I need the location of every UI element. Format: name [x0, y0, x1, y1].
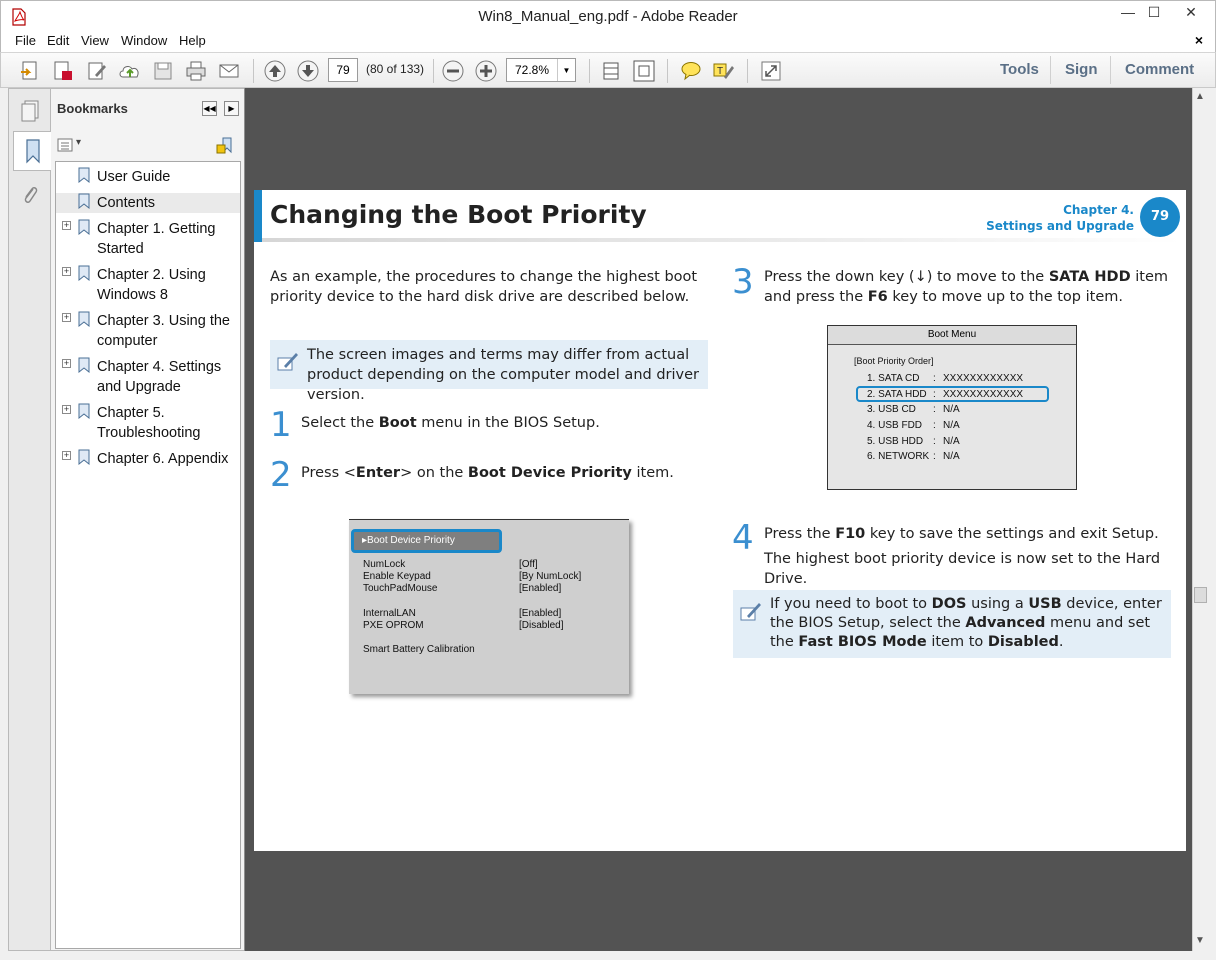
page-number-badge: 79: [1140, 197, 1180, 237]
boot-order-value: N/A: [943, 436, 960, 447]
options-icon[interactable]: [57, 137, 75, 157]
options-arrow[interactable]: ▾: [76, 137, 82, 148]
bios-row-name: InternalLAN: [363, 608, 416, 619]
note-box: [733, 590, 1171, 658]
close-button[interactable]: ✕: [1167, 1, 1215, 25]
title-bar: [0, 0, 1216, 31]
toolbar-separator: [747, 59, 748, 83]
step-4-result: The highest boot priority device is now set to the Hard Drive.: [764, 551, 1161, 587]
boot-order-value: N/A: [943, 451, 960, 462]
bookmark-label: Chapter 2. Using Windows 8: [97, 267, 206, 303]
page-title: Changing the Boot Priority: [270, 200, 647, 229]
expand-icon[interactable]: +: [63, 404, 70, 414]
title-accent-bar: [254, 190, 262, 242]
bios-row-value: [Disabled]: [519, 620, 564, 631]
bookmark-item[interactable]: [56, 167, 240, 187]
bios-highlight-label: ▸Boot Device Priority: [362, 535, 455, 546]
note-pen-icon: [739, 600, 763, 622]
page-down-icon[interactable]: [295, 58, 321, 84]
pdf-page: [254, 190, 1186, 851]
step-number: 3: [732, 262, 754, 302]
export-pdf-icon[interactable]: [50, 58, 76, 84]
menu-edit[interactable]: Edit: [47, 33, 70, 48]
boot-order-sep: :: [933, 420, 936, 431]
bios-menu-title: Boot Menu: [828, 326, 1076, 345]
bios-row-value: [Enabled]: [519, 608, 562, 619]
boot-order-value: XXXXXXXXXXXX: [943, 373, 1024, 384]
step-4-text: Press the F10 key to save the settings and exit Setup.: [764, 526, 1159, 542]
fullscreen-icon[interactable]: [758, 58, 784, 84]
bookmark-icon: [78, 167, 90, 183]
note-box: [270, 340, 708, 403]
create-pdf-icon[interactable]: [17, 58, 43, 84]
bookmark-panel-icon[interactable]: [13, 131, 51, 171]
expand-icon[interactable]: +: [63, 220, 70, 230]
note-pen-icon: [276, 350, 300, 372]
save-icon[interactable]: [150, 58, 176, 84]
chapter-name: Settings and Upgrade: [986, 219, 1134, 233]
sign-pane-button[interactable]: Sign: [1065, 61, 1098, 78]
boot-order-name: 4. USB FDD: [867, 420, 923, 431]
highlight-icon[interactable]: [711, 58, 737, 84]
upload-icon[interactable]: [117, 58, 143, 84]
intro-text: As an example, the procedures to change the highest boot priority device to the hard disk drive are described below.: [270, 269, 698, 305]
boot-order-name: 6. NETWORK: [867, 451, 930, 462]
bookmark-icon: [78, 449, 90, 465]
print-icon[interactable]: [183, 58, 209, 84]
navigation-pane: [8, 88, 51, 951]
boot-order-value: XXXXXXXXXXXX: [943, 389, 1024, 400]
bookmark-label: User Guide: [97, 169, 171, 185]
step-number: 2: [270, 455, 292, 495]
boot-order-name: 1. SATA CD: [867, 373, 920, 384]
bookmarks-panel: [51, 88, 244, 951]
boot-order-sep: :: [933, 436, 936, 447]
bios-row-name: PXE OPROM: [363, 620, 424, 631]
boot-order-value: N/A: [943, 420, 960, 431]
bios-row-name: NumLock: [363, 559, 406, 570]
boot-order-sep: :: [933, 389, 936, 400]
bookmark-item[interactable]: [56, 265, 240, 305]
bookmark-icon: [78, 357, 90, 373]
bios-row-name: Enable Keypad: [363, 571, 431, 582]
menu-window[interactable]: Window: [121, 33, 168, 48]
bookmark-item[interactable]: [56, 403, 240, 443]
edit-icon[interactable]: [84, 58, 110, 84]
menu-help[interactable]: Help: [179, 33, 206, 48]
bios-row-value: [Enabled]: [519, 583, 562, 594]
page-number-input[interactable]: 79: [328, 58, 358, 82]
bookmark-label: Chapter 6. Appendix: [97, 451, 229, 467]
pages-icon[interactable]: [13, 91, 47, 131]
bios-row-name: Smart Battery Calibration: [363, 644, 475, 655]
bios-screenshot-boot: [349, 519, 629, 694]
scroll-up-icon[interactable]: ▲: [1195, 91, 1205, 102]
zoom-in-icon[interactable]: [473, 58, 499, 84]
vertical-scrollbar[interactable]: [1192, 88, 1208, 951]
note-text: If you need to boot to DOS using a USB device, enter the BIOS Setup, select the Advanced menu and set the Fast BIOS Mode item to Disabled.: [770, 596, 1162, 650]
bookmark-list: [55, 161, 241, 949]
page-count: (80 of 133): [366, 62, 425, 76]
bookmark-item[interactable]: [56, 193, 240, 213]
collapse-panel-button[interactable]: ◀◀: [202, 101, 217, 116]
bookmark-icon: [78, 403, 90, 419]
toolbar-separator: [1050, 56, 1051, 84]
comment-icon[interactable]: [678, 58, 704, 84]
step-number: 4: [732, 518, 754, 558]
bookmark-label: Chapter 4. Settings and Upgrade: [97, 359, 222, 395]
bookmark-item[interactable]: [56, 311, 240, 351]
boot-order-name: 5. USB HDD: [867, 436, 924, 447]
expand-icon[interactable]: +: [63, 450, 70, 460]
bookmark-icon: [78, 219, 90, 235]
bios-menu-subtitle: [Boot Priority Order]: [854, 356, 934, 366]
bookmark-icon: [78, 265, 90, 281]
bios-screenshot-boot-menu: [827, 325, 1077, 490]
step-number: 1: [270, 405, 292, 445]
step-3-text: Press the down key (↓) to move to the SATA HDD item and press the F6 key to move up to the top item.: [764, 269, 1169, 305]
bios-row-name: TouchPadMouse: [363, 583, 438, 594]
boot-order-sep: :: [933, 404, 936, 415]
maximize-button[interactable]: ☐: [1147, 4, 1161, 20]
menu-bar: [0, 31, 1216, 52]
bookmark-item[interactable]: [56, 449, 240, 469]
step-1-text: Select the Boot menu in the BIOS Setup.: [301, 415, 600, 431]
expand-icon[interactable]: +: [63, 358, 70, 368]
bios-highlight: [351, 529, 502, 553]
tools-pane-button[interactable]: Tools: [1000, 61, 1039, 78]
scroll-thumb[interactable]: [1194, 587, 1207, 603]
find-bookmark-icon[interactable]: [215, 137, 235, 157]
bookmark-label: Chapter 1. Getting Started: [97, 221, 216, 257]
expand-icon[interactable]: +: [63, 266, 70, 276]
fit-page-icon[interactable]: [598, 58, 624, 84]
toolbar-separator: [433, 59, 434, 83]
minimize-button[interactable]: —: [1121, 4, 1135, 20]
bookmark-label: Chapter 3. Using the computer: [97, 313, 230, 349]
expand-panel-button[interactable]: ▶: [224, 101, 239, 116]
bookmarks-header: Bookmarks: [57, 101, 128, 116]
bookmark-item[interactable]: [56, 219, 240, 259]
chapter-number: Chapter 4.: [1063, 203, 1134, 217]
page-up-icon[interactable]: [262, 58, 288, 84]
menu-file[interactable]: File: [15, 33, 36, 48]
bookmark-label: Chapter 5. Troubleshooting: [97, 405, 201, 441]
boot-order-name: 2. SATA HDD: [867, 389, 927, 400]
attachment-icon[interactable]: [13, 175, 47, 215]
email-icon[interactable]: [216, 58, 242, 84]
toolbar-separator: [667, 59, 668, 83]
bookmark-icon: [78, 311, 90, 327]
chevron-down-icon[interactable]: ▼: [557, 59, 575, 81]
expand-icon[interactable]: +: [63, 312, 70, 322]
scroll-down-icon[interactable]: ▼: [1195, 935, 1205, 946]
bios-row-value: [By NumLock]: [519, 571, 582, 582]
note-text: The screen images and terms may differ from actual product depending on the computer model and driver version.: [307, 347, 699, 403]
boot-order-name: 3. USB CD: [867, 404, 916, 415]
chapter-label: [986, 202, 1134, 234]
step-2-text: Press <Enter> on the Boot Device Priority item.: [301, 465, 674, 481]
title-rule: [262, 238, 1182, 242]
boot-order-sep: :: [933, 451, 936, 462]
boot-order-sep: :: [933, 373, 936, 384]
zoom-out-icon[interactable]: [440, 58, 466, 84]
menu-view[interactable]: View: [81, 33, 109, 48]
bios-row-value: [Off]: [519, 559, 538, 570]
toolbar-separator: [589, 59, 590, 83]
zoom-value: 72.8%: [515, 63, 550, 77]
toolbar-separator: [1110, 56, 1111, 84]
zoom-dropdown[interactable]: [506, 58, 576, 82]
close-document-icon[interactable]: ×: [1194, 32, 1203, 48]
window-title: Win8_Manual_eng.pdf - Adobe Reader: [478, 8, 738, 25]
toolbar-separator: [253, 59, 254, 83]
bookmark-item[interactable]: [56, 357, 240, 397]
fit-width-icon[interactable]: [631, 58, 657, 84]
svg-text:T: T: [717, 66, 724, 77]
bookmark-label: Contents: [97, 195, 156, 211]
bookmark-icon: [78, 193, 90, 209]
comment-pane-button[interactable]: Comment: [1125, 61, 1195, 78]
boot-order-value: N/A: [943, 404, 960, 415]
